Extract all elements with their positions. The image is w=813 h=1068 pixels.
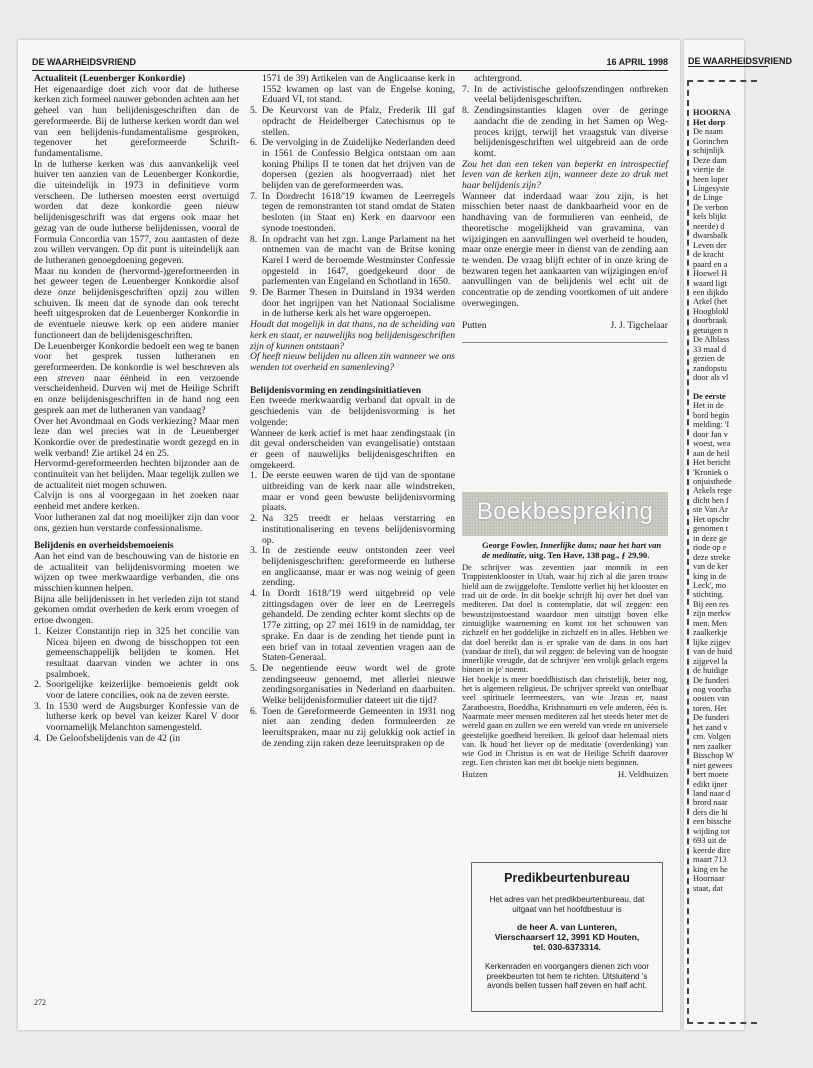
list-item: 2. Soortgelijke keizerlijke bemoeienis geldt ook voor de latere concilies, ook na de zeven eerste. (34, 679, 239, 702)
next-page-line: viertje de (693, 165, 725, 175)
next-page-line: woest, wea (693, 439, 731, 449)
paragraph: De Leuenberger Konkordie bedoelt een weg te banen voor het gesprek tussen lutheranen en gereformeerden. De konkordie is wel beschreven als een streven naar éénheid in een verzoende verscheidenheid. Durven wij met de Heilige Schrift en onze belijdenisgeschriften in de hand nog een gesprek aan met de lutheranen van vandaag? (34, 340, 239, 416)
italic-question: Houdt dat mogelijk in dat thans, na de scheiding van kerk en staat, er nauwelijks nog belijdenisgeschriften zijn of kunnen ontstaan? (250, 319, 455, 352)
paragraph: Het boekje is meer boeddhistisch dan christelijk, beter nog, het is algemeen religieus. De schrijver spreekt van ontelbaar veel spirituele leermeesters, van wie Jezus er, naast Zarathoestra, Boeddha, Krishnamurti en vele anderen, één is. Naarmate meer mensen mediteren zal het steeds beter met de wereld gaan en zullen we een wereld van vrede en universele geestelijke goedheid bereiken. Ik geloof daar helemaal niets van. Ik houd het liever op de meditatie (overdenking) van wie God in Christus is en wat de Heilige Schrift daarover zegt. Een christen kan met dit boekje niets beginnen. (462, 674, 668, 768)
next-page-line: De Alblass (693, 335, 730, 345)
book-review-title: Boekbespreking (476, 498, 654, 525)
section-heading: Belijdenis en overheidsbemoeienis (34, 540, 174, 552)
book-citation: George Fowler, Innerlijke dans; naar het hart van de meditatie, uitg. Ten Have, 138 pag., ƒ 29,90. (482, 540, 662, 560)
next-page-line: land naar d (693, 788, 731, 798)
next-page-line: de Linge (693, 193, 723, 203)
next-page-line: door als vl (693, 373, 729, 383)
next-page-line: Hoogblokl (693, 306, 729, 316)
list-item: 8. In opdracht van het zgn. Lange Parlament na het ontnemen van de macht van de Britse koning Karel I werd de beroemde Westminster Confessie opgesteld in 1647, goedgekeurd door de parlementen van Engeland en Schotland in 1650. (250, 233, 455, 288)
list-item: 2. Na 325 treedt er helaas verstarring en institutionalisering en tevens belijdenisvorming op. (250, 513, 455, 546)
reviewer-place: Huizen (462, 768, 488, 779)
next-page-line: dwarsbalk (693, 231, 728, 241)
next-page-line: in deze ge (693, 533, 727, 543)
paragraph: Calvijn is ons al voorgegaan in het zoeken naar eenheid met andere kerken. (34, 490, 239, 513)
issue-date: 16 APRIL 1998 (606, 57, 668, 67)
next-page-line: 693 uit de (693, 836, 727, 846)
paragraph: Bijna alle belijdenissen in het verleden zijn tot stand gekomen omdat overheden de kerk erom vroegen of ertoe dwongen. (34, 593, 239, 627)
predikbeurtenbureau-box (471, 862, 663, 1012)
list-item: 4. De Geloofsbelijdenis van de 42 (in (34, 732, 181, 744)
next-page-line: het zand v (693, 722, 728, 732)
next-page-line: doorbraak (693, 316, 727, 326)
list-item: 6. Toen de Gereformeerde Gemeenten in 1931 nog niet aan zending deden formuleerden ze leeruitspraken, maar nu zij gelukkig ook actief in de zending zijn raken deze leeruitspraken op de (250, 705, 455, 749)
next-page-line: de huidige (693, 666, 729, 676)
next-page-line: bord begin (693, 410, 730, 420)
next-page-line: men. Men (693, 618, 727, 628)
next-page-line: Het opschr (693, 514, 730, 524)
list-item: 4. In Dordt 1618/'19 werd uitgebreid op vele zittingsdagen over de leer en de Leerregels gehandeld. De zending echter komt slechts op de 177e zitting, op 27 mei 1619 in de namiddag, ter sprake. En daar is de zending het tiende punt in een brief van in totaal zeventien vragen aan de Staten-Generaal. (250, 588, 455, 664)
next-page-line: Het in de (693, 401, 724, 411)
paragraph: Wanneer de kerk actief is met haar zendingstaak (in dit geval onderscheiden van evangelisatie) ontstaan er geen of nauwelijks belijdenisgeschriften en omgekeerd. (250, 427, 455, 471)
paragraph: Wanneer dat inderdaad waar zou zijn, is het misschien beter naast de dankbaarheid voor en de handhaving van de formulieren van eenheid, de theoretische mogelijkheid van gravamina, van wijzigingen en aanvullingen wel overheid te houden, maar onze energie meer in dienst van de zending aan te wenden. De vraag blijft echter of in onze kring de bezwaren tegen het aankaarten van wijzigingen en/of aanvullingen van de belijdenis wel echt uit de concentratie op de zending voortkomen of uit andere overwegingen. (462, 190, 668, 309)
next-page-line: De verbon (693, 202, 729, 212)
book-review (462, 492, 668, 779)
next-page-line: Leck', mo (693, 581, 727, 591)
next-page-line: bert moete (693, 770, 729, 780)
next-page-line: Hoewel H (693, 269, 728, 279)
next-page-line: Arkels rege (693, 486, 732, 496)
next-page-line: genomen t (693, 524, 729, 534)
next-page-line: riode op e (693, 543, 727, 553)
next-page-line: kels blijkt (693, 212, 727, 222)
list-item: 7. In Dordrecht 1618/'19 kwamen de Leerregels tegen de remonstranten tot stand omdat de Staten besloten (in Staat en) Kerk en daarvoor een synode toestonden. (250, 190, 455, 234)
paragraph: Een tweede merkwaardig verband dat opvalt in de geschiedenis van de belijdenisvorming is het volgende: (250, 395, 455, 428)
box-title: Predikbeurtenbureau (504, 871, 630, 885)
paragraph: Hervormd-gereformeerden hechten bijzonder aan de continuïteit van het belijden. Maar tegelijk zullen we de actualiteit niet mogen schuwen. (34, 458, 239, 491)
next-page-line: ste Van Ar (693, 505, 728, 515)
next-page-line: 'Kroniek o (693, 467, 729, 477)
paragraph: Over het Avondmaal en Gods verkiezing? Maar men leze dan wel precies wat in de Leuenberger Konkordie over de predestinatie wordt gezegd en in welk verband! Zie artikel 24 en 25. (34, 415, 239, 459)
list-item: 7. In de activistische geloofszendingen ontbreken veelal belijdenisgeschriften. (462, 83, 668, 106)
next-page-line: staat, dat (693, 883, 723, 893)
next-page-line: Het dorp (693, 117, 726, 127)
page-number: 272 (34, 998, 46, 1007)
next-page-line: wijding tot (693, 826, 730, 836)
section-heading: Actualiteit (Leuenberger Konkordie) (34, 73, 186, 84)
next-page-line: edikt ijner (693, 779, 728, 789)
paragraph: Voor lutheranen zal dat nog moeilijker zijn dan voor ons, gezien hun verstarde confessionalisme. (34, 511, 239, 534)
section-heading: Belijdenisvorming en zendingsinitiatieven (250, 384, 422, 396)
next-page-line: zijgevel la (693, 656, 728, 666)
next-page-line: van de ker (693, 562, 728, 572)
list-item: 9. De Barmer Thesen in Duitsland in 1934 werden door het ingrijpen van het Nationaal Socialisme in de lutherse kerk als het ware opgeroepen. (250, 287, 455, 320)
next-page-line (693, 383, 813, 392)
list-item: 8. Zendingsinstanties klagen over de geringe aandacht die de zending in het Samen op Weg-proces krijgt, terwijl het vraagstuk van diverse belijdenisgeschriften wel uitgebreid aan de orde komt. (462, 105, 668, 159)
next-page-line: zijn merkw (693, 609, 731, 619)
list-item: 3. In de zestiende eeuw ontstonden zeer veel belijdenisgeschriften: gereformeerde en lutherse en anglicaanse, maar er was nog weinig of geen zending. (250, 545, 455, 589)
next-page-line (693, 99, 813, 108)
column-1 (34, 74, 239, 745)
next-page-line: gezien de (693, 354, 725, 364)
book-review-banner (462, 492, 668, 536)
divider (462, 342, 668, 343)
paragraph: Aan het eind van de beschouwing van de historie en de actualiteit van belijdenisvorming moeten we wijzen op twee merkwaardige verbanden, die ons misschien kunnen helpen. (34, 550, 239, 595)
contact-street: Vierschaarserf 12, 3991 KD Houten, (494, 932, 640, 942)
next-page-line: Lingesyste (693, 183, 730, 193)
next-page-line: zandopstu (693, 363, 727, 373)
author-place: Putten (462, 320, 487, 332)
dashed-border (687, 1022, 757, 1024)
next-page-line: aan de heil (693, 448, 730, 458)
next-page-line: De funderi (693, 713, 730, 723)
next-page-line: maart 713 (693, 855, 727, 865)
contact-phone: tel. 030-6373314. (533, 942, 601, 952)
next-page-line: ders die hi (693, 807, 728, 817)
next-page-line: schijnlijk (693, 146, 725, 156)
next-page-line: Arkel (het (693, 297, 728, 307)
contact-name: de heer A. van Lunteren, (517, 922, 617, 932)
next-page-line: king in de (693, 571, 727, 581)
next-page-line: Het bericht (693, 458, 731, 468)
reviewer-name: H. Veldhuizen (617, 768, 668, 779)
book-review-body (462, 563, 668, 768)
numbered-list (250, 471, 455, 749)
newspaper-page (18, 40, 680, 1030)
next-page-line: zaalkerkje (693, 628, 728, 638)
next-page-line: toren. Het (693, 703, 727, 713)
next-page-line: De funderi (693, 675, 730, 685)
list-item: 3. In 1530 werd de Augsburger Konfessie van de lutherse kerk op bevel van keizer Karel V door voornamelijk Melanchton samengesteld. (34, 700, 239, 734)
next-page-line: paard en a (693, 259, 728, 269)
next-page-line: brord naar (693, 798, 728, 808)
next-page-line: nog voorha (693, 685, 731, 694)
next-page-line: De naam (693, 127, 723, 137)
next-page-line: waard ligt (693, 278, 727, 288)
next-page-line: keerde dire (693, 845, 731, 855)
next-page-line: van de huid (693, 647, 733, 657)
numbered-list (250, 74, 455, 320)
next-page-line: king en he (693, 864, 728, 874)
next-page-line: stichting. (693, 590, 724, 600)
paragraph: De schrijver was zeventien jaar monnik in een Trappistenklooster in Utah, waar hij zich al die jaren trouw hield aan de zwijggelofte. Tenslotte verliet hij het klooster en trad uit de orde. In dit boekje schrijft hij over het doel van mediteren. Dat doel is contemplatie, dat wil zeggen: een bewustzijnstoestand waardoor men uitstijgt boven elke zintuiglijke waarneming en komt tot het schouwen van zichzelf en het goddelijke in zichzelf en in alles. Hebben we dat doel bereikt dan is er sprake van de dans in ons hart (vandaar de titel), dat wil zeggen: de beleving van de hoogste innerlijke vreugde, dat de schrijver 'een vrolijk gelach ergens binnen in je' noemt. (462, 563, 668, 675)
next-page-line: nen zaalker (693, 741, 732, 751)
next-page-line: niet gewees (693, 760, 733, 770)
list-item: 1. De eerste eeuwen waren de tijd van de spontane uitbreiding van de kerk naar alle windstreken, maar er vond geen bewuste belijdenisvorming plaats. (250, 470, 455, 514)
next-page-line: een bissche (693, 817, 732, 827)
next-page-line: Gorinchen (693, 136, 729, 146)
next-page-line: HOORNA (693, 108, 731, 118)
next-page-line: deze streke (693, 552, 731, 562)
next-page-line: heen loper (693, 174, 729, 184)
next-page-line: De eerste (693, 391, 726, 401)
next-page-line: Hoornaar (693, 874, 725, 884)
next-page-line: Bij een res (693, 599, 729, 609)
list-item: 5. De negentiende eeuw wordt wel de grote zendingseeuw genoemd, met allerlei nieuwe zendingsorganisaties in Nederland en daarbuiten. Welke belijdenisformulier dateert uit die tijd? (250, 662, 455, 707)
reviewer-signature (462, 769, 668, 779)
next-page-line (693, 89, 813, 98)
list-item: 6. De vervolging in de Zuidelijke Nederlanden deed in 1561 de Confessio Belgica ontstaan om aan koning Philips II te tonen dat het drijven van de dopersen (gezien als hoogverraad) niet het belijden van de gereformeerden was. (250, 137, 455, 192)
list-item: achtergrond. (474, 73, 523, 84)
contact-address (478, 922, 656, 952)
column-3 (462, 74, 668, 343)
next-page-line: onjuisthede (693, 477, 732, 487)
numbered-list (34, 627, 239, 745)
list-item: 5. De Keurvorst van de Pfalz, Frederik III gaf opdracht de Heidelberger Catechismus op te stellen. (250, 105, 455, 138)
italic-question: Of heeft nieuw belijden nu alleen zin wanneer we ons wenden tot overheid en samenleving? (250, 351, 455, 373)
next-page-line: een dijkdo (693, 287, 729, 297)
paragraph: Het eigenaardige doet zich voor dat de lutherse kerken zich formeel nauwer gebonden achten aan het geheel van hun belijdenisgeschriften dan de gereformeerde. Bij de lutherse kerken wordt dan wel van een belijdenis-fundamentalisme gesproken, tegenover het gereformeerde Schrift-fundamentalisme. (34, 83, 239, 159)
next-page-header: DE WAARHEIDSVRIEND (688, 56, 793, 66)
next-page-line: Bisschop W (693, 751, 734, 761)
numbered-list (462, 74, 668, 160)
column-2 (250, 74, 455, 750)
box-footer: Kerkenraden en voorgangers dienen zich voor preekbeurten tot hem te richten. Uitsluitend 's avonds bellen tussen half zeven en half acht. (484, 962, 650, 990)
paragraph: Maar nu konden de (hervormd-)gereformeerden in het geweer tegen de Leuenberger Konkordie alsof deze onze belijdenisgeschriften opzij zou willen schuiven. Ik meen dat de synode dan ook terecht heeft uitgesproken dat de Leuenberger Konkordie in de eventuele nieuwe kerk op een andere manier functioneert dan de belijdenisgeschriften. (34, 265, 239, 341)
next-page-line: Deze dam (693, 155, 727, 165)
italic-question: Zou het dan een teken van beperkt en introspectief leven van de kerken zijn, wanneer deze zo druk met haar belijdenis zijn? (462, 158, 668, 192)
next-page-line: 33 maal d (693, 344, 727, 354)
next-page-text (687, 80, 813, 893)
masthead-title: DE WAARHEIDSVRIEND (32, 57, 137, 67)
next-page-line: dicht hen f (693, 495, 729, 505)
page-header (32, 54, 668, 71)
next-page-line: lijke zijgev (693, 637, 731, 647)
next-page-line: getuigen n (693, 325, 729, 335)
list-item: 1. Keizer Constantijn riep in 325 het concilie van Nicea bijeen en dwong de bisschoppen tot een gemeenschappelijk belijden te komen. Het resultaat daarvan vinden we achter in ons psalmboek. (34, 625, 239, 680)
next-page-line: Leven der (693, 240, 727, 250)
author-signature (462, 321, 668, 332)
paragraph: In de lutherse kerken was dus aanvankelijk veel huiver ten aanzien van de Leuenberger Konkordie, die uiteindelijk in 1973 in definitieve vorm verscheen. De luthersen moesten eerst overtuigd worden dat deze konkordie geen nieuw belijdenisgeschrift was dat ergens ook maar het gezag van de oude lutherse belijdenissen, vooral de Formula Concordia van 1577, zou aantasten of deze zou willen vervangen. Op dit punt is uiteindelijk aan de lutheranen genoegdoening gegeven. (34, 158, 239, 266)
next-page-line: neerde) d (693, 221, 725, 231)
next-page-line (693, 80, 813, 89)
box-intro: Het adres van het predikbeurtenbureau, dat uitgaat van het hoofdbestuur is (489, 895, 645, 914)
next-page-line: melding: 'I (693, 420, 730, 430)
next-page-fragment (684, 40, 793, 1030)
next-page-line: door Jan v (693, 429, 728, 439)
author-name: J. J. Tigchelaar (610, 320, 668, 332)
next-page-line: oosten van (693, 694, 730, 704)
list-item: 1571 de 39) Artikelen van de Anglicaanse kerk in 1552 kwamen op last van de Engelse koning, Eduard VI, tot stand. (262, 73, 455, 106)
next-page-line: de kracht (693, 250, 724, 260)
next-page-line: cm. Volgen (693, 732, 731, 742)
